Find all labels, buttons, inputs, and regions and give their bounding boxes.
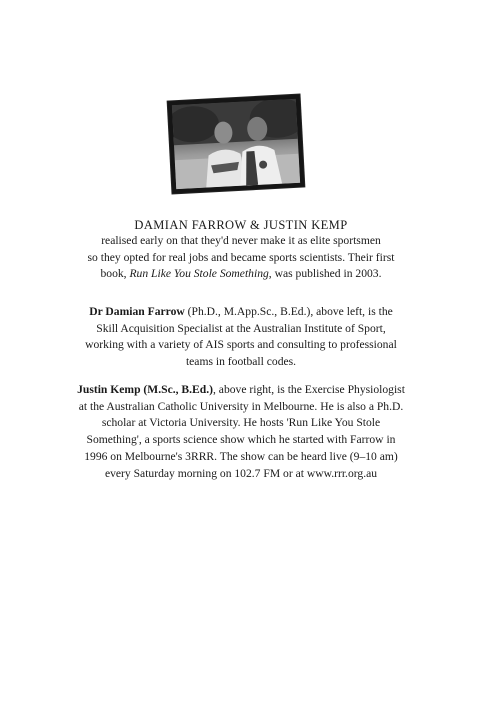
farrow-bio-line-2: Skill Acquisition Specialist at the Australian Institute of Sport, [96,321,386,335]
kemp-bio-line-2: at the Australian Catholic University in Melbourne. He is also a Ph.D. [78,399,404,413]
intro-line-3-pre: book, [100,267,130,281]
authors-heading: DAMIAN FARROW & JUSTIN KEMP [134,218,348,232]
intro-line-2: so they opted for real jobs and became sports scientists. Their first [87,250,395,264]
author-photo-image [172,99,300,189]
intro-paragraph [60,233,422,283]
kemp-name: Justin Kemp (M.Sc., B.Ed.) [77,383,213,396]
farrow-bio-paragraph [60,304,422,371]
farrow-credentials: (Ph.D., M.App.Sc., B.Ed.), above left, is the [184,305,393,318]
kemp-bio-paragraph [60,382,422,482]
farrow-name: Dr Damian Farrow [89,305,185,318]
kemp-role: , above right, is the Exercise Physiologist [213,383,405,396]
kemp-bio-line-1 [60,382,422,399]
kemp-bio-line-5: 1996 on Melbourne's 3RRR. The show can be heard live (9–10 am) [84,449,398,463]
kemp-bio-line-3: scholar at Victoria University. He hosts 'Run Like You Stole [101,416,381,430]
intro-line-1: realised early on that they'd never make it as elite sportsmen [101,234,381,247]
kemp-bio-line-6: every Saturday morning on 102.7 FM or at www.rrr.org.au [104,466,378,480]
book-title: Run Like You Stole Something [129,267,269,281]
farrow-bio-line-1 [60,304,422,321]
kemp-bio-line-4: Something', a sports science show which he started with Farrow in [86,433,396,447]
intro-line-3-post: , was published in 2003. [268,267,382,281]
author-photo-illustration [172,99,300,189]
author-photo [168,95,305,194]
farrow-bio-line-3: working with a variety of AIS sports and consulting to professional [85,338,397,352]
farrow-bio-line-4: teams in football codes. [185,355,297,369]
intro-line-3 [60,266,422,283]
